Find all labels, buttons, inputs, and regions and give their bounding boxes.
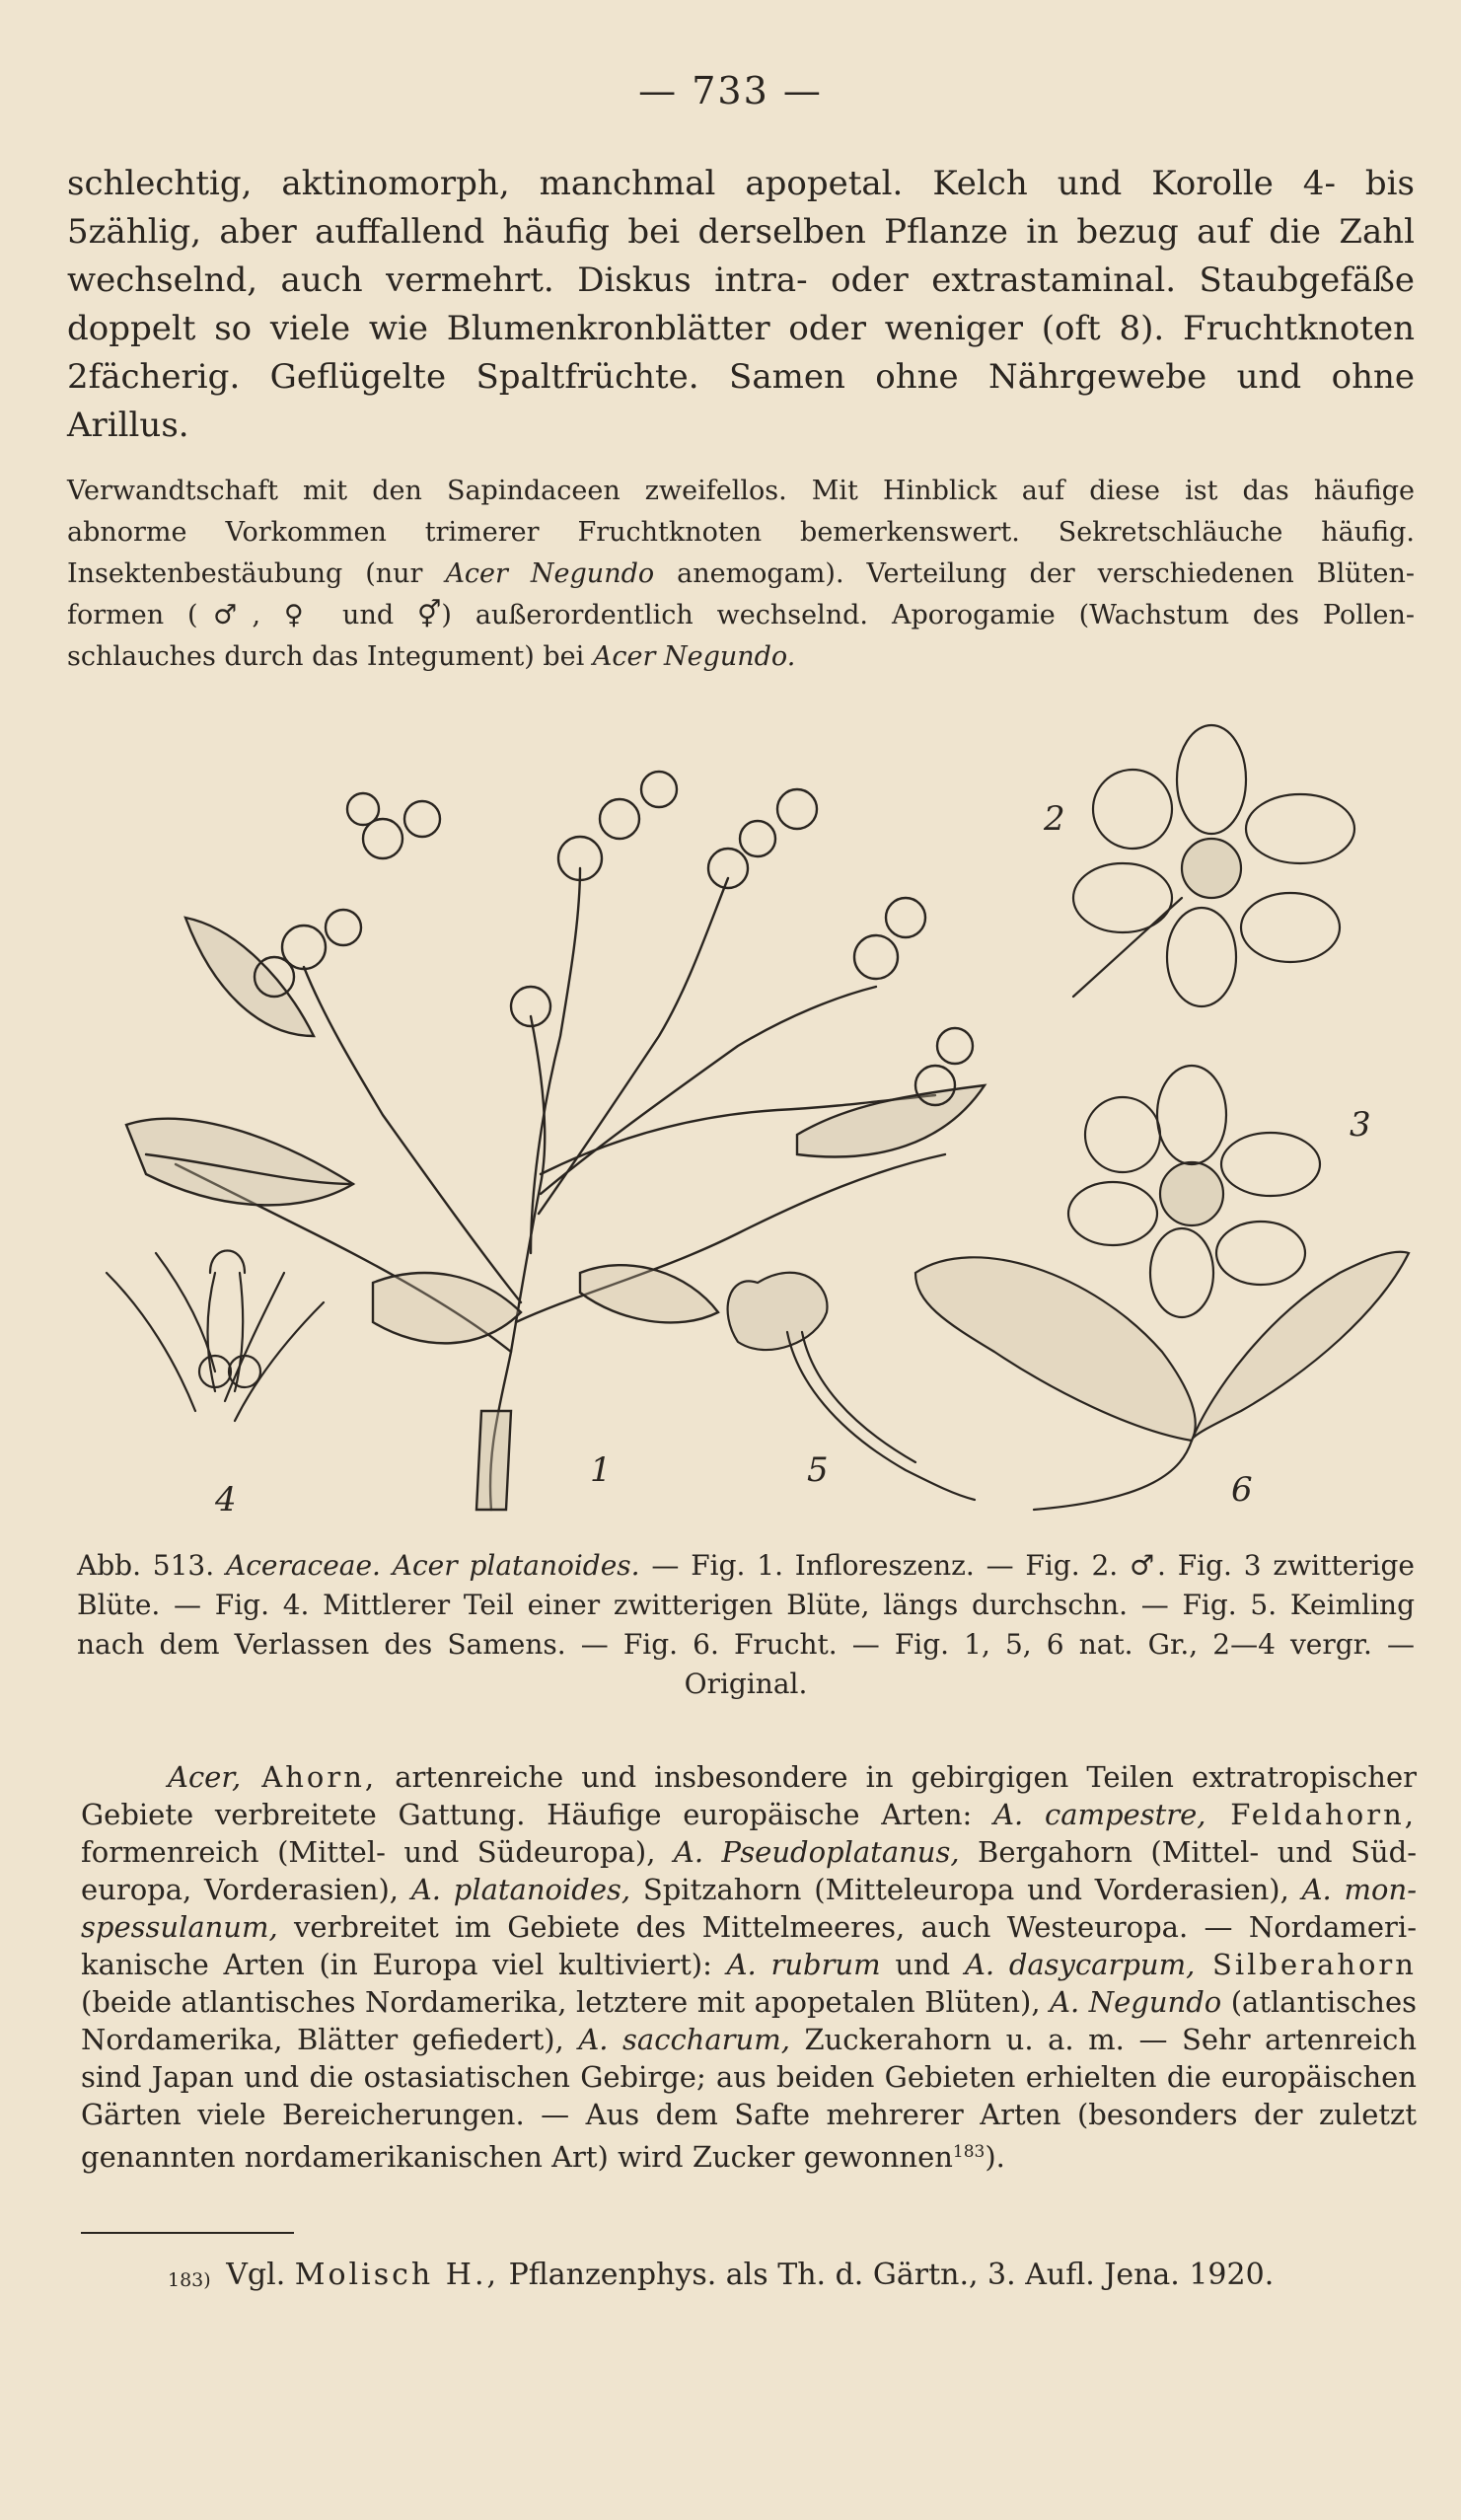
text-line: Nordamerika, Blätter gefiedert), A. saccharum, Zuckerahorn u. a. m. — Sehr artenreich [81, 2023, 1417, 2056]
fig-label-1: 1 [590, 1450, 612, 1490]
footnote-rule [81, 2232, 294, 2234]
text-line: Verwandtschaft mit den Sapindaceen zweifellos. Mit Hinblick auf diese ist das häufige [67, 476, 1415, 506]
footnote-mark: 183) [168, 2269, 211, 2291]
text-line: sind Japan und die ostasiatischen Gebirge; aus beiden Gebieten erhielten die europäischen [81, 2060, 1417, 2094]
text-line: schlauches durch das Integument) bei Acer Negundo. [67, 641, 796, 672]
botanical-illustration [67, 720, 1415, 1529]
fig-label-2: 2 [1044, 799, 1065, 839]
text-line: spessulanum, verbreitet im Gebiete des Mittelmeeres, auch Westeuropa. — Nordameri- [81, 1910, 1417, 1944]
text-line: abnorme Vorkommen trimerer Fruchtknoten bemerkenswert. Sekretschläuche häufig. [67, 517, 1415, 548]
fig4-flower-section [107, 1251, 324, 1422]
caption-line: nach dem Verlassen des Samens. — Fig. 6. Frucht. — Fig. 1, 5, 6 nat. Gr., 2—4 vergr. — [77, 1628, 1415, 1661]
caption-line: Original. [684, 1668, 808, 1700]
caption-line: Blüte. — Fig. 4. Mittlerer Teil einer zwitterigen Blüte, längs durchschn. — Fig. 5. Keimling [77, 1589, 1415, 1621]
fig-label-4: 4 [215, 1480, 237, 1519]
fig-label-5: 5 [807, 1450, 829, 1490]
text-line: Insektenbestäubung (nur Acer Negundo anemogam). Verteilung der verschiedenen Blüten- [67, 558, 1415, 589]
text-line: europa, Vorderasien), A. platanoides, Spitzahorn (Mitteleuropa und Vorderasien), A. mon- [81, 1873, 1417, 1906]
paragraph-relationship [67, 471, 1415, 678]
fig-label-6: 6 [1231, 1470, 1253, 1510]
fig-label-3: 3 [1350, 1105, 1371, 1145]
text-line: Gebiete verbreitete Gattung. Häufige europäische Arten: A. campestre, Feldahorn, [81, 1798, 1417, 1831]
text-line: formenreich (Mittel- und Südeuropa), A. Pseudoplatanus, Bergahorn (Mittel- und Süd- [81, 1835, 1418, 1869]
text-line: formen (♂, ♀ und ⚥) außerordentlich wechselnd. Aporogamie (Wachstum des Pollen- [67, 600, 1415, 630]
acer-platanoides-drawing [67, 720, 1415, 1529]
text-line: Gärten viele Bereicherungen. — Aus dem Safte mehrerer Arten (besonders der zuletzt [81, 2098, 1417, 2131]
caption-line: Abb. 513. Aceraceae. Acer platanoides. — Fig. 1. Infloreszenz. — Fig. 2. ♂. Fig. 3 zwitterige [77, 1549, 1415, 1582]
footnote: 183) Vgl. Molisch H., Pflanzenphys. als Th. d. Gärtn., 3. Aufl. Jena. 1920. [168, 2258, 1275, 2292]
page-number: — 733 — [638, 69, 823, 112]
text-line: 5zählig, aber auffallend häufig bei derselben Pflanze in bezug auf die Zahl [67, 212, 1415, 252]
text-line: genannten nordamerikanischen Art) wird Zucker gewonnen$^{183}$). [81, 2140, 1005, 2174]
figure-caption [77, 1546, 1415, 1704]
fig6-fruit [915, 1252, 1409, 1510]
text-line: schlechtig, aktinomorph, manchmal apopetal. Kelch und Korolle 4- bis [67, 164, 1415, 203]
text-line: (beide atlantisches Nordamerika, letztere mit apopetalen Blüten), A. Negundo (atlantisches [81, 1985, 1418, 2019]
text-line: Acer, Ahorn, artenreiche und insbesondere in gebirgigen Teilen extratropischer [168, 1760, 1417, 1794]
text-line: doppelt so viele wie Blumenkronblätter oder weniger (oft 8). Fruchtknoten [67, 309, 1415, 348]
text-line: Arillus. [67, 406, 189, 445]
paragraph-description [67, 160, 1415, 450]
text-line: 2fächerig. Geflügelte Spaltfrüchte. Samen ohne Nährgewebe und ohne [67, 357, 1415, 397]
paragraph-acer [81, 1758, 1417, 2176]
fig1-inflorescence [126, 772, 985, 1510]
text-line: kanische Arten (in Europa viel kultiviert): A. rubrum und A. dasycarpum, Silberahorn [81, 1948, 1417, 1981]
fig2-male-flower [1073, 725, 1354, 1006]
text-line: wechselnd, auch vermehrt. Diskus intra- oder extrastaminal. Staubgefäße [67, 260, 1415, 300]
fig3-hermaphrodite-flower [1068, 1066, 1320, 1317]
